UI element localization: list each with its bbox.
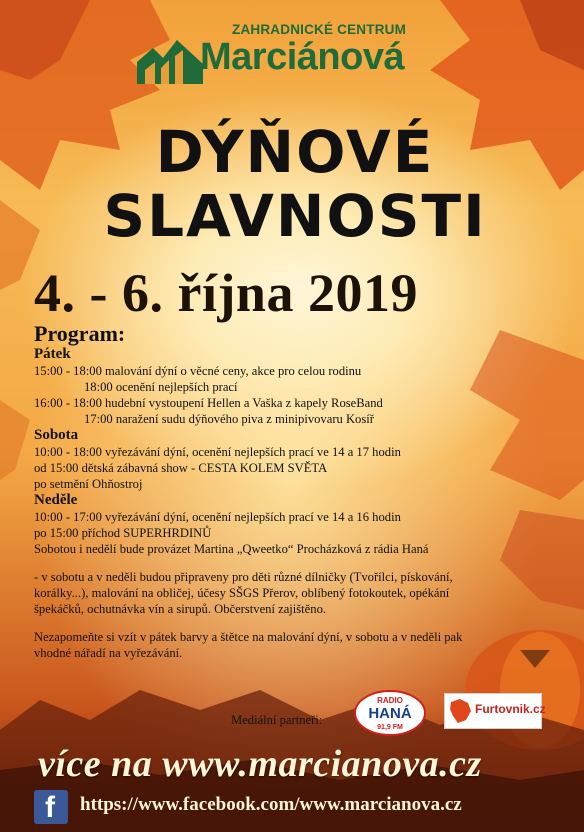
program-line: 17:00 naražení sudu dýňového piva z minipivovaru Kosíř [84,412,374,426]
extras-line: špekáčků, ochutnávka vín a sirupů. Občerstvení zajištěno. [34,602,327,616]
program-line: od 15:00 dětská zábavná show - CESTA KOLEM SVĚTA [34,461,328,475]
radio-logo-frequency: 91,9 FM [377,724,403,731]
event-dates: 4. - 6. října 2019 [34,263,418,323]
logo [130,20,430,90]
title-line-2: SLAVNOSTI [103,182,487,250]
day-heading-friday: Pátek [34,346,71,362]
day-heading-sunday: Neděle [34,492,78,508]
media-partners-label: Mediální partneři: [231,713,323,727]
program-line: Sobotou i nedělí bude provázet Martina „Qweetko“ Procházková z rádia Haná [34,542,429,556]
reminder-line: vhodné nářadí na vyřezávání. [34,646,183,660]
radio-logo-name: HANÁ [368,705,412,722]
furtovnik-text: Furtovnik.cz [475,702,546,716]
website-link[interactable]: více na www.marcianova.cz [38,743,482,785]
furtovnik-logo [444,693,546,729]
day-heading-saturday: Sobota [34,427,79,443]
extras-line: korálky...), malování na obličej, účesy SŠGS Přerov, oblíbený fotokoutek, opékání [34,586,450,600]
radio-logo-top: RADIO [377,696,403,705]
extras-line: - v sobotu a v neděli budou připraveny pro děti různé dílničky (Tvořílci, pískování, [34,570,453,584]
program-line: 16:00 - 18:00 hudební vystoupení Hellen a Vaška z kapely RoseBand [34,396,383,410]
program-line: 18:00 ocenění nejlepších prací [84,380,238,394]
program-line: 10:00 - 17:00 vyřezávání dýní, ocenění nejlepších prací ve 14 a 16 hodin [34,510,401,524]
facebook-url[interactable]: https://www.facebook.com/www.marcianova.cz [80,794,462,815]
logo-name: Marciánová [200,36,405,78]
logo-mountain-icon [135,34,205,86]
furtovnik-map-icon [448,696,474,726]
program-section [34,322,554,661]
program-line: po 15:00 příchod SUPERHRDINŮ [34,526,212,540]
radio-hana-logo [353,689,427,737]
title-line-1: DÝŇOVÉ [155,118,435,186]
logo-subtitle: ZAHRADNICKÉ CENTRUM [232,22,407,37]
reminder-line: Nezapomeňte si vzít v pátek barvy a štětce na malování dýní, v sobotu a v neděli pak [34,630,463,644]
program-line: 10:00 - 18:00 vyřezávání dýní, ocenění nejlepších prací ve 14 a 17 hodin [34,445,401,459]
program-line: 15:00 - 18:00 malování dýní o věcné ceny, akce pro celou rodinu [34,364,362,378]
program-line: po setmění Ohňostroj [34,477,143,491]
program-heading: Program: [34,321,126,346]
facebook-icon[interactable]: f [34,790,68,824]
